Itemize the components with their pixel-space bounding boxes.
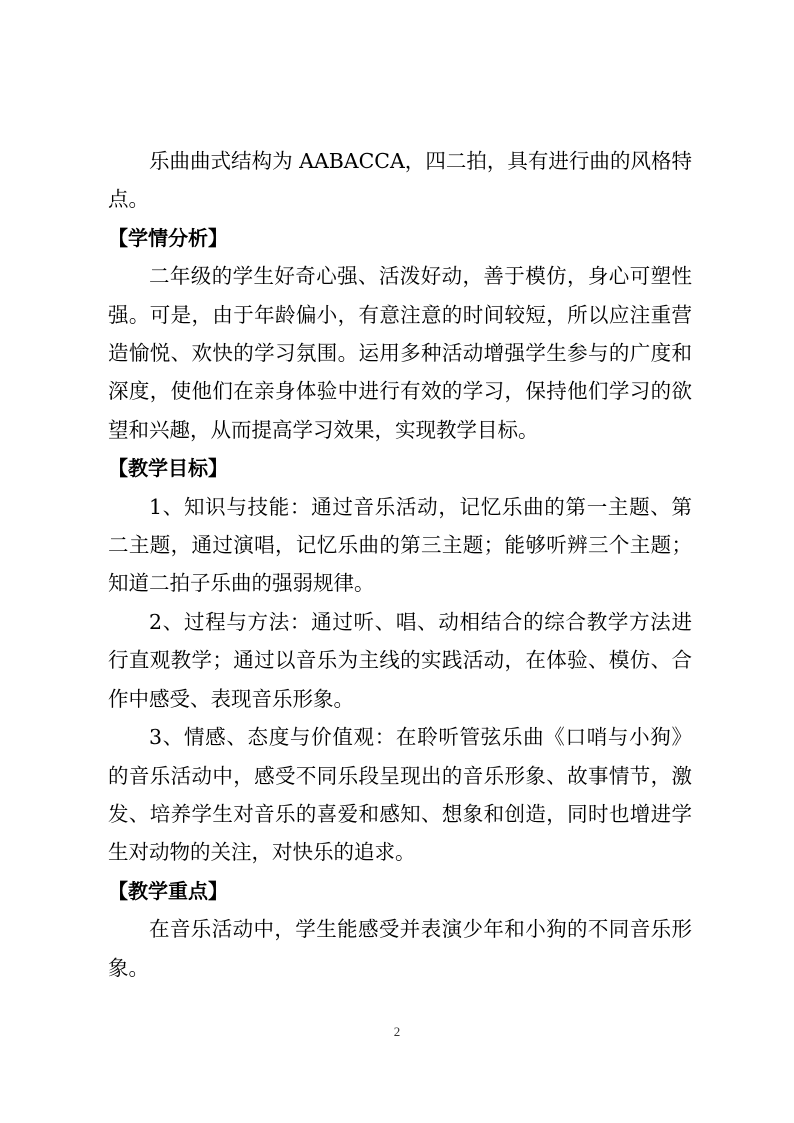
- key-points-heading: 【教学重点】: [108, 878, 228, 903]
- objective-process-paragraph: 2、过程与方法：通过听、唱、动相结合的综合教学方法进行直观教学；通过以音乐为主线的实践活动，在体验、模仿、合作中感受、表现音乐形象。: [108, 609, 692, 711]
- structure-paragraph: 乐曲曲式结构为 AABACCA，四二拍，具有进行曲的风格特点。: [108, 149, 692, 212]
- key-points-paragraph: 在音乐活动中，学生能感受并表演少年和小狗的不同音乐形象。: [108, 917, 692, 980]
- student-analysis-paragraph: 二年级的学生好奇心强、活泼好动，善于模仿，身心可塑性强。可是，由于年龄偏小，有意注意的时间较短，所以应注重营造愉悦、欢快的学习氛围。运用多种活动增强学生参与的广度和深度，使他们在亲身体验中进行有效的学习，保持他们学习的欲望和兴趣，从而提高学习效果，实现教学目标。: [108, 264, 692, 442]
- objectives-heading: 【教学目标】: [108, 456, 228, 481]
- objective-emotion-paragraph: 3、情感、态度与价值观：在聆听管弦乐曲《口哨与小狗》的音乐活动中，感受不同乐段呈现出的音乐形象、故事情节，激发、培养学生对音乐的喜爱和感知、想象和创造，同时也增进学生对动物的关注，对快乐的追求。: [108, 725, 692, 865]
- page-number: 2: [393, 1024, 401, 1039]
- objective-knowledge-paragraph: 1、知识与技能：通过音乐活动，记忆乐曲的第一主题、第二主题，通过演唱，记忆乐曲的第三主题；能够听辨三个主题；知道二拍子乐曲的强弱规律。: [108, 494, 692, 596]
- document-body: [108, 142, 692, 987]
- student-analysis-heading: 【学情分析】: [108, 225, 228, 250]
